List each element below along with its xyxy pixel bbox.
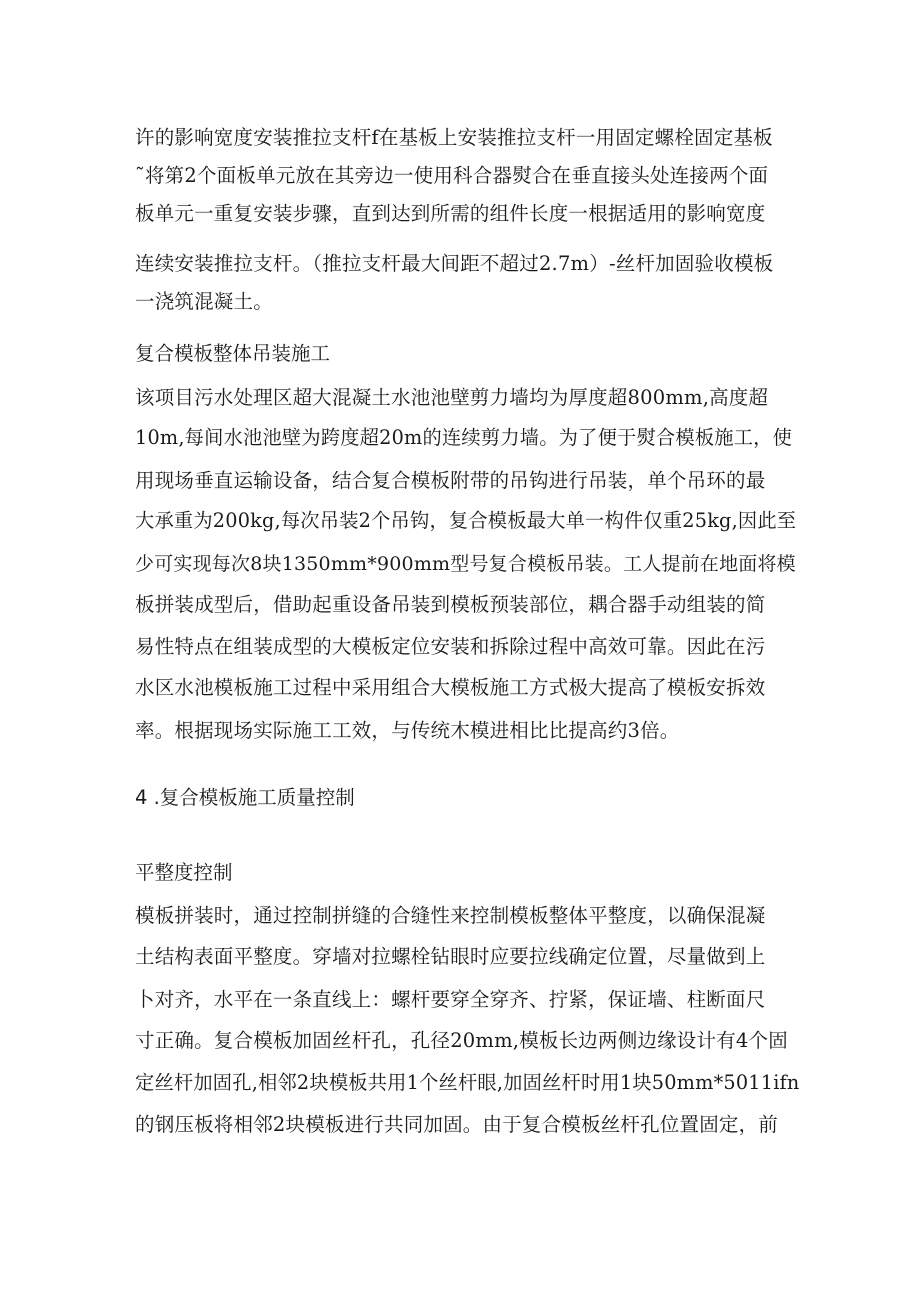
section-heading-flatness: 平整度控制 <box>135 861 233 884</box>
body-text-line: 用现场垂直运输设备，结合复合模板附带的吊钩进行吊装，单个吊环的最 <box>135 469 766 492</box>
body-text-line: 10m,每间水池池壁为跨度超20m的连续剪力墙。为了便于熨合模板施工，使 <box>135 426 793 449</box>
body-text-line: 水区水池模板施工过程中采用组合大模板施工方式极大提高了模板安拆效 <box>135 676 766 699</box>
body-text-line: 模板拼装时，通过控制拼缝的合缝性来控制模板整体平整度，以确保混凝 <box>135 904 766 927</box>
body-text-line: 该项目污水处理区超大混凝土水池池壁剪力墙均为厚度超800mm,高度超 <box>135 386 769 409</box>
section-heading-quality-control: 4 .复合模板施工质量控制 <box>135 786 355 809</box>
body-text-line: 板拼装成型后，借助起重设备吊装到模板预装部位，耦合器手动组装的简 <box>135 593 766 616</box>
body-text-line: 板单元一重复安装步骤，直到达到所需的组件长度一根据适用的影响宽度 <box>135 202 766 225</box>
body-text-line: 土结构表面平整度。穿墙对拉螺栓钻眼时应要拉线确定位置，尽量做到上 <box>135 945 766 968</box>
body-text-line: 定丝杆加固孔,相邻2块模板共用1个丝杆眼,加固丝杆时用1块50mm*5011ifn <box>135 1071 800 1094</box>
body-text-line: 寸正确。复合模板加固丝杆孔，孔径20mm,模板长边两侧边缘设计有4个固 <box>135 1029 788 1052</box>
body-text-line: 大承重为200kg,每次吊装2个吊钩，复合模板最大单一构件仅重25kg,因此至 <box>135 509 797 532</box>
body-text-line: 卜对齐，水平在一条直线上：螺杆要穿全穿齐、拧紧，保证墙、柱断面尺 <box>135 988 766 1011</box>
body-text-line: ˜将第2个面板单元放在其旁边一使用科合器熨合在垂直接头处连接两个面 <box>135 164 769 187</box>
body-text-line: 许的影响宽度安装推拉支杆f在基板上安装推拉支杆一用固定螺栓固定基板 <box>135 126 773 149</box>
section-heading-hoisting: 复合模板整体吊装施工 <box>135 342 331 365</box>
body-text-line: 少可实现每次8块1350mm*900mm型号复合模板吊装。工人提前在地面将模 <box>135 553 796 575</box>
body-text-line: 连续安装推拉支杆。（推拉支杆最大间距不超过2.7m）-丝杆加固验收模板 <box>135 252 774 275</box>
body-text-line: 率。根据现场实际施工工效，与传统木模进相比比提高约3倍。 <box>135 719 680 742</box>
body-text-line: 的钢压板将相邻2块模板进行共同加固。由于复合模板丝杆孔位置固定，前 <box>135 1113 779 1136</box>
body-text-line: 易性特点在组装成型的大模板定位安装和拆除过程中高效可靠。因此在污 <box>135 635 766 658</box>
body-text-line: 一浇筑混凝土。 <box>135 290 273 313</box>
